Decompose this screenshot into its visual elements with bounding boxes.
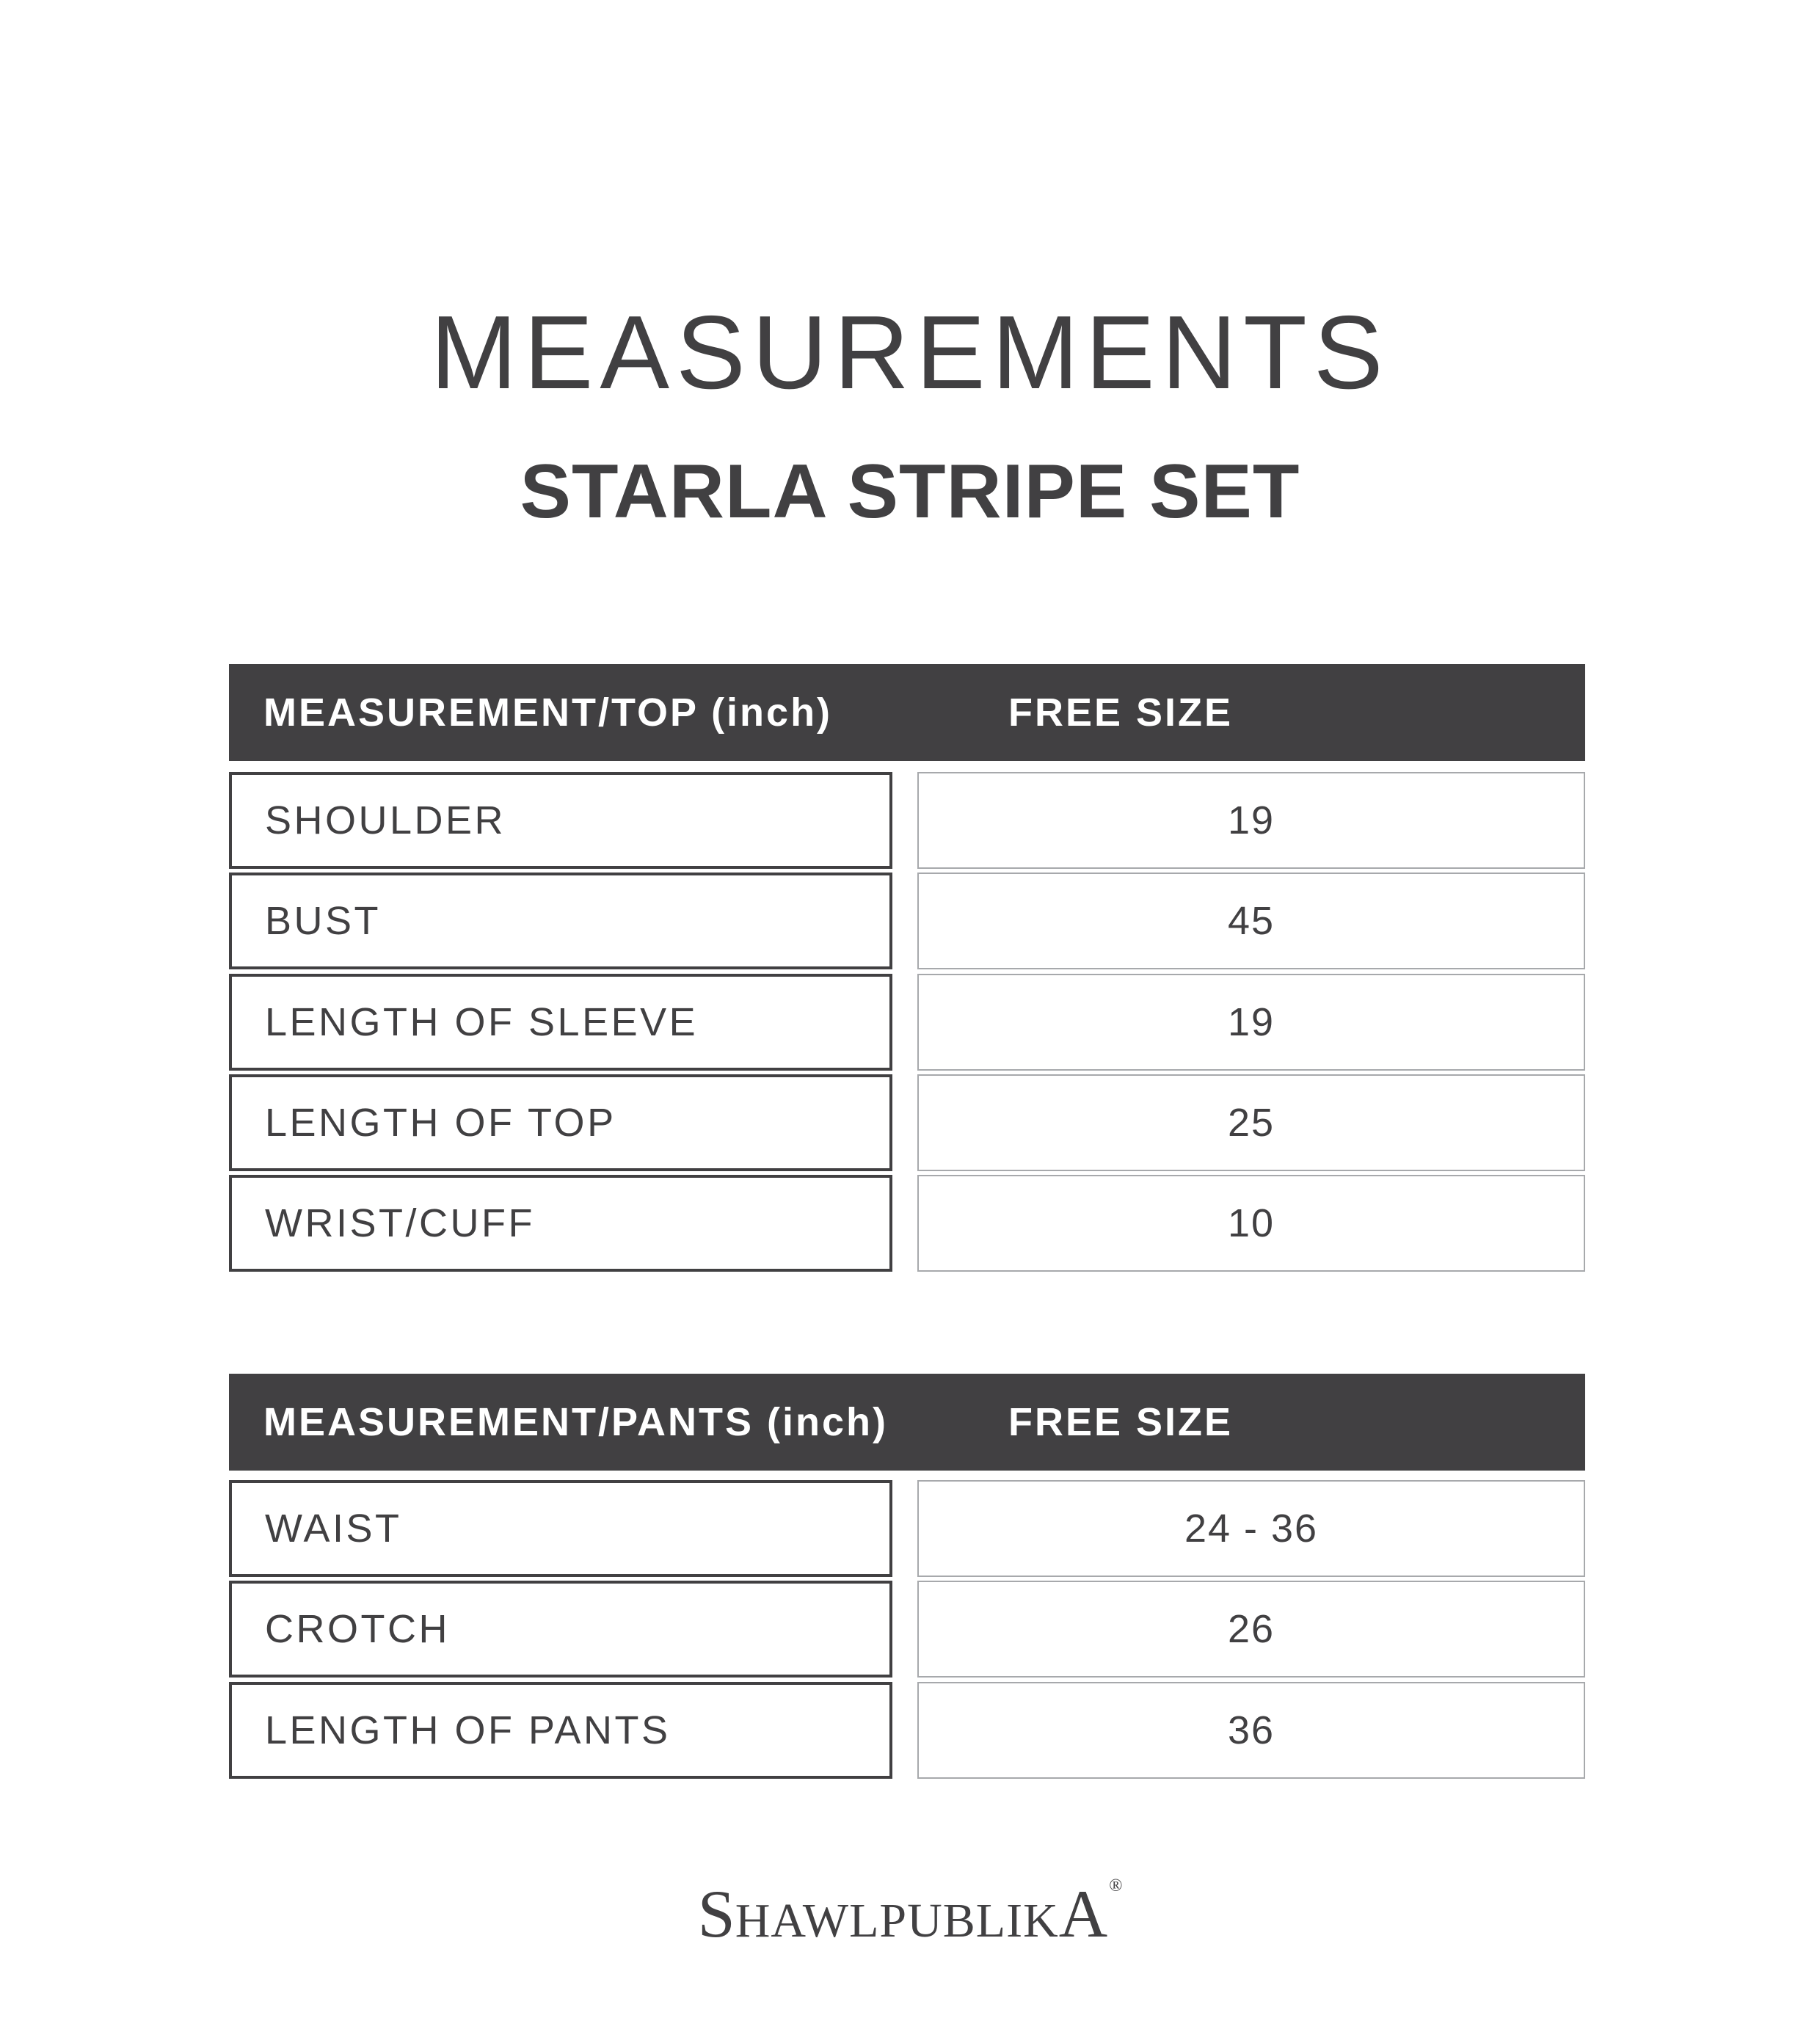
row-value-cell (917, 1682, 1585, 1779)
top-header-size: FREE SIZE (1008, 691, 1234, 735)
page-title: MEASUREMENTS (430, 294, 1390, 411)
row-value-cell (917, 1175, 1585, 1272)
row-label: LENGTH OF PANTS (265, 1708, 671, 1752)
row-label: LENGTH OF SLEEVE (265, 1000, 699, 1044)
row-label-cell (229, 1682, 892, 1779)
row-label-cell (229, 1581, 892, 1678)
row-label-cell (229, 772, 892, 869)
table-row (229, 1682, 1585, 1779)
row-label-cell (229, 1074, 892, 1171)
table-row (229, 974, 1585, 1071)
table-row (229, 873, 1585, 969)
page-subtitle: STARLA STRIPE SET (520, 449, 1300, 534)
row-label-cell (229, 873, 892, 969)
row-label: CROTCH (265, 1607, 450, 1651)
row-label: WAIST (265, 1507, 402, 1551)
table-row (229, 1175, 1585, 1272)
row-label: BUST (265, 899, 382, 943)
table-row (229, 1480, 1585, 1577)
row-value-cell (917, 772, 1585, 869)
table-row (229, 772, 1585, 869)
registered-mark: ® (1109, 1876, 1123, 1895)
row-label-cell (229, 1175, 892, 1272)
shawlpublika-logo (0, 1875, 1820, 1953)
row-value: 25 (1227, 1101, 1275, 1145)
row-value: 19 (1227, 798, 1275, 842)
logo-middle: HAWLPUBLIK (735, 1894, 1059, 1948)
row-label: LENGTH OF TOP (265, 1101, 616, 1145)
top-header-label: MEASUREMENT/TOP (inch) (263, 691, 833, 735)
pants-table-header (229, 1374, 1585, 1471)
table-row (229, 1074, 1585, 1171)
row-label: WRIST/CUFF (265, 1201, 535, 1245)
row-value: 36 (1227, 1708, 1275, 1752)
table-row (229, 1581, 1585, 1678)
row-label: SHOULDER (265, 798, 506, 842)
row-value-cell (917, 1074, 1585, 1171)
row-value-cell (917, 1581, 1585, 1678)
row-value: 45 (1227, 899, 1275, 943)
row-value-cell (917, 1480, 1585, 1577)
logo-first-letter: S (697, 1876, 735, 1951)
row-value-cell (917, 873, 1585, 969)
top-table-header (229, 664, 1585, 761)
pants-header-size: FREE SIZE (1008, 1400, 1234, 1444)
row-label-cell (229, 1480, 892, 1577)
logo-last-letter: A (1058, 1876, 1108, 1951)
row-label-cell (229, 974, 892, 1071)
row-value: 24 - 36 (1184, 1507, 1319, 1551)
pants-header-label: MEASUREMENT/PANTS (inch) (263, 1400, 888, 1444)
row-value: 26 (1227, 1607, 1275, 1651)
row-value: 19 (1227, 1000, 1275, 1044)
row-value-cell (917, 974, 1585, 1071)
row-value: 10 (1227, 1201, 1275, 1245)
